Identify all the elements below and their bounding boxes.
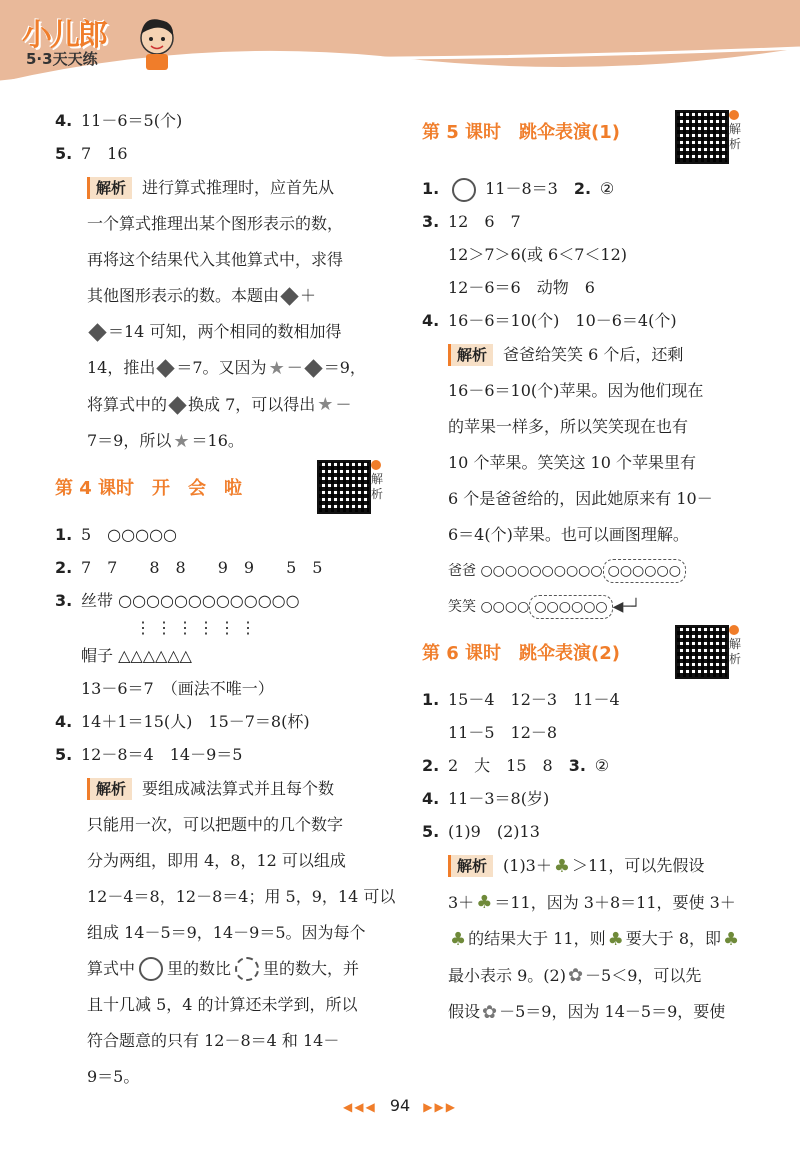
analysis-text: 14，推出: [87, 358, 156, 377]
right-column: [422, 114, 757, 1031]
analysis-text: 组成 14－5＝9，14－9＝5。因为每个: [87, 922, 366, 942]
row-label: 笑笑: [448, 599, 476, 615]
analysis-text: 换成 7，可以得出: [188, 394, 316, 414]
question-number: 5.: [55, 744, 73, 764]
question-number: 5.: [55, 144, 73, 163]
diamond-icon: [88, 323, 106, 341]
diamond-icon: [157, 359, 175, 377]
analysis-text: 6 个是爸爸给的，因此她原来有 10－: [448, 489, 713, 508]
analysis-text: 爸爸给笑笑 6 个后，还剩: [503, 345, 684, 364]
answer-line: [55, 137, 385, 170]
triangle-row: △△△△△△: [118, 645, 192, 665]
qr-label: 解析: [371, 471, 384, 501]
analysis-tag: 解析: [87, 778, 132, 800]
qr-code-icon[interactable]: [675, 625, 729, 679]
analysis-text: 只能用一次，可以把题中的几个数字: [87, 814, 344, 834]
answer-line: [55, 104, 385, 137]
section-title: 第 4 课时 开 会 啦: [55, 477, 243, 499]
analysis-text: ＝7。又因为: [176, 358, 267, 377]
answer-text: 14＋1＝15(人) 15－7＝8(杯): [81, 711, 310, 731]
analysis-text: －5＜9，可以先: [585, 965, 702, 985]
section-lesson-6: [422, 625, 757, 683]
row-label: 爸爸: [448, 563, 476, 579]
analysis-text: 6＝4(个)苹果。也可以画图理解。: [448, 525, 689, 544]
analysis-text: 16－6＝10(个)苹果。因为他们现在: [448, 381, 704, 400]
logo-subtitle: 5·3天天练: [26, 50, 98, 68]
section-lesson-4: [55, 460, 385, 518]
diamond-icon: [168, 396, 186, 414]
answer-text: 11－3＝8(岁): [448, 789, 550, 808]
diamond-icon: [280, 287, 298, 305]
question-number: 4.: [55, 111, 73, 130]
answer-text: 7 16: [81, 144, 128, 163]
analysis-tag: 解析: [87, 177, 132, 199]
analysis-text: 最小表示 9。(2): [448, 965, 566, 985]
analysis-text: －5＝9，因为 14－5＝9，要使: [499, 1002, 726, 1021]
analysis-text: 里的数大，并: [263, 958, 360, 978]
grapes-icon: ✿: [482, 1001, 498, 1023]
section-title: 第 6 课时 跳伞表演(2): [422, 643, 621, 664]
question-number: 2.: [55, 557, 73, 577]
logo: [10, 8, 175, 74]
star-icon: ★: [173, 430, 190, 452]
play-icon: [729, 625, 739, 635]
qr-code-icon[interactable]: [675, 110, 729, 164]
answer-text: 12－6＝6 动物 6: [448, 278, 595, 297]
question-number: 2.: [422, 756, 440, 775]
pineapple-icon: ♣: [553, 855, 571, 877]
arrow-icon: ◀─┘: [612, 599, 641, 615]
analysis-text: 分为两组，即用 4，8，12 可以组成: [87, 850, 346, 870]
analysis-block: [448, 848, 757, 1031]
analysis-text: ＝14 可知，两个相同的数相加得: [108, 322, 342, 341]
answer-text: 11－5 12－8: [448, 723, 558, 742]
pineapple-icon: ♣: [450, 928, 467, 950]
question-number: 3.: [568, 756, 586, 775]
left-arrows-icon: ◀◀◀: [343, 1100, 377, 1114]
question-number: 1.: [422, 179, 440, 198]
analysis-text: 3＋: [448, 892, 475, 912]
analysis-text: 9＝5。: [87, 1066, 140, 1086]
analysis-text: ＋: [300, 286, 317, 305]
answer-text: 2 大 15 8: [448, 756, 569, 775]
analysis-block: [448, 337, 757, 625]
pineapple-icon: ♣: [607, 928, 624, 950]
page-header: [0, 0, 800, 96]
star-icon: ★: [268, 357, 285, 379]
clock-icon: [139, 957, 163, 981]
circle-row: ○○○○: [480, 599, 530, 615]
analysis-text: 的苹果一样多，所以笑笑现在也有: [448, 417, 689, 436]
analysis-text: 进行算式推理时，应首先从: [142, 178, 335, 197]
crab-icon: [235, 957, 259, 981]
question-number: 3.: [55, 590, 73, 610]
answer-text: 12－8＝4 14－9＝5: [81, 744, 243, 764]
page-footer: [0, 1096, 800, 1115]
analysis-text: 再将这个结果代入其他算式中，求得: [87, 250, 344, 269]
answer-text: 12 6 7: [448, 212, 521, 231]
section-title: 第 5 课时 跳伞表演(1): [422, 122, 621, 143]
qr-code-icon[interactable]: [317, 460, 371, 514]
analysis-text: 里的数比: [167, 958, 232, 978]
analysis-text: ＝11，因为 3＋8＝11，要使 3＋: [494, 892, 736, 912]
analysis-text: 7＝9，所以: [87, 431, 172, 450]
analysis-text: 12－4＝8，12－8＝4；用 5，9，14 可以: [87, 886, 396, 906]
boy-mascot-icon: [136, 14, 178, 72]
analysis-text: 要组成减法算式并且每个数: [142, 778, 335, 798]
star-icon: ★: [317, 394, 334, 415]
analysis-text: －: [286, 358, 303, 377]
dotted-links: ⋮⋮⋮⋮⋮⋮: [135, 617, 261, 637]
received-apples-box: ○○○○○○: [529, 595, 612, 619]
analysis-text: ＞11，可以先假设: [572, 856, 705, 875]
analysis-text: 假设: [448, 1002, 481, 1021]
analysis-text: 一个算式推理出某个图形表示的数，: [87, 214, 344, 233]
given-apples-box: ○○○○○○: [603, 559, 686, 583]
logo-title: 小儿郎: [22, 18, 106, 53]
answer-text: 12＞7＞6(或 6＜7＜12): [448, 245, 628, 264]
question-number: 4.: [55, 711, 73, 731]
analysis-text: ＝16。: [191, 431, 244, 450]
analysis-text: －: [335, 394, 352, 414]
analysis-text: 要大于 8，即: [625, 929, 722, 948]
analysis-tag: 解析: [448, 344, 493, 366]
question-number: 1.: [422, 690, 440, 709]
animal-face-icon: [452, 178, 476, 202]
analysis-tag: 解析: [448, 855, 493, 877]
row-label: 丝带: [81, 590, 114, 610]
answer-text: 5 ○○○○○: [81, 524, 177, 544]
left-column: [55, 104, 396, 1095]
analysis-text: 且十几减 5，4 的计算还未学到，所以: [87, 994, 358, 1014]
analysis-text: 10 个苹果。笑笑这 10 个苹果里有: [448, 453, 696, 472]
analysis-text: 算式中: [87, 958, 136, 978]
answer-text: (1)9 (2)13: [448, 822, 540, 841]
play-icon: [371, 460, 381, 470]
answer-text: 11－8＝3: [485, 179, 574, 198]
analysis-text: 符合题意的只有 12－8＝4 和 14－: [87, 1030, 340, 1050]
pineapple-icon: ♣: [476, 892, 493, 913]
analysis-text: (1)3＋: [503, 856, 552, 875]
circle-row: ○○○○○○○○○○○○○: [118, 590, 300, 610]
analysis-block: [87, 170, 385, 460]
section-lesson-5: [422, 114, 757, 172]
diamond-icon: [304, 359, 322, 377]
question-number: 3.: [422, 212, 440, 231]
analysis-text: ＝9，: [323, 358, 366, 377]
page-number: 94: [389, 1096, 411, 1115]
analysis-text: 将算式中的: [87, 394, 168, 414]
question-number: 4.: [422, 789, 440, 808]
pineapple-icon: ♣: [723, 928, 740, 950]
answer-text: 11－6＝5(个): [81, 111, 183, 130]
grapes-icon: ✿: [567, 965, 584, 986]
play-icon: [729, 110, 739, 120]
right-arrows-icon: ▶▶▶: [423, 1100, 457, 1114]
row-label: 帽子: [81, 645, 114, 665]
answer-text: ②: [599, 179, 615, 198]
question-number: 4.: [422, 311, 440, 330]
answer-text: ②: [594, 756, 610, 775]
question-number: 2.: [573, 179, 592, 198]
question-number: 1.: [55, 524, 73, 544]
answer-text: 7 7 8 8 9 9 5 5: [81, 557, 323, 577]
analysis-text: 的结果大于 11，则: [468, 929, 606, 948]
qr-label: 解析: [729, 122, 742, 151]
analysis-block: [87, 771, 396, 1095]
qr-label: 解析: [729, 637, 742, 666]
question-number: 5.: [422, 822, 440, 841]
circle-row: ○○○○○○○○○○: [480, 563, 603, 579]
answer-text: 13－6＝7 （画法不唯一）: [81, 678, 274, 698]
answer-text: 15－4 12－3 11－4: [448, 690, 620, 709]
analysis-text: 其他图形表示的数。本题由: [87, 286, 280, 305]
answer-text: 16－6＝10(个) 10－6＝4(个): [448, 311, 677, 330]
